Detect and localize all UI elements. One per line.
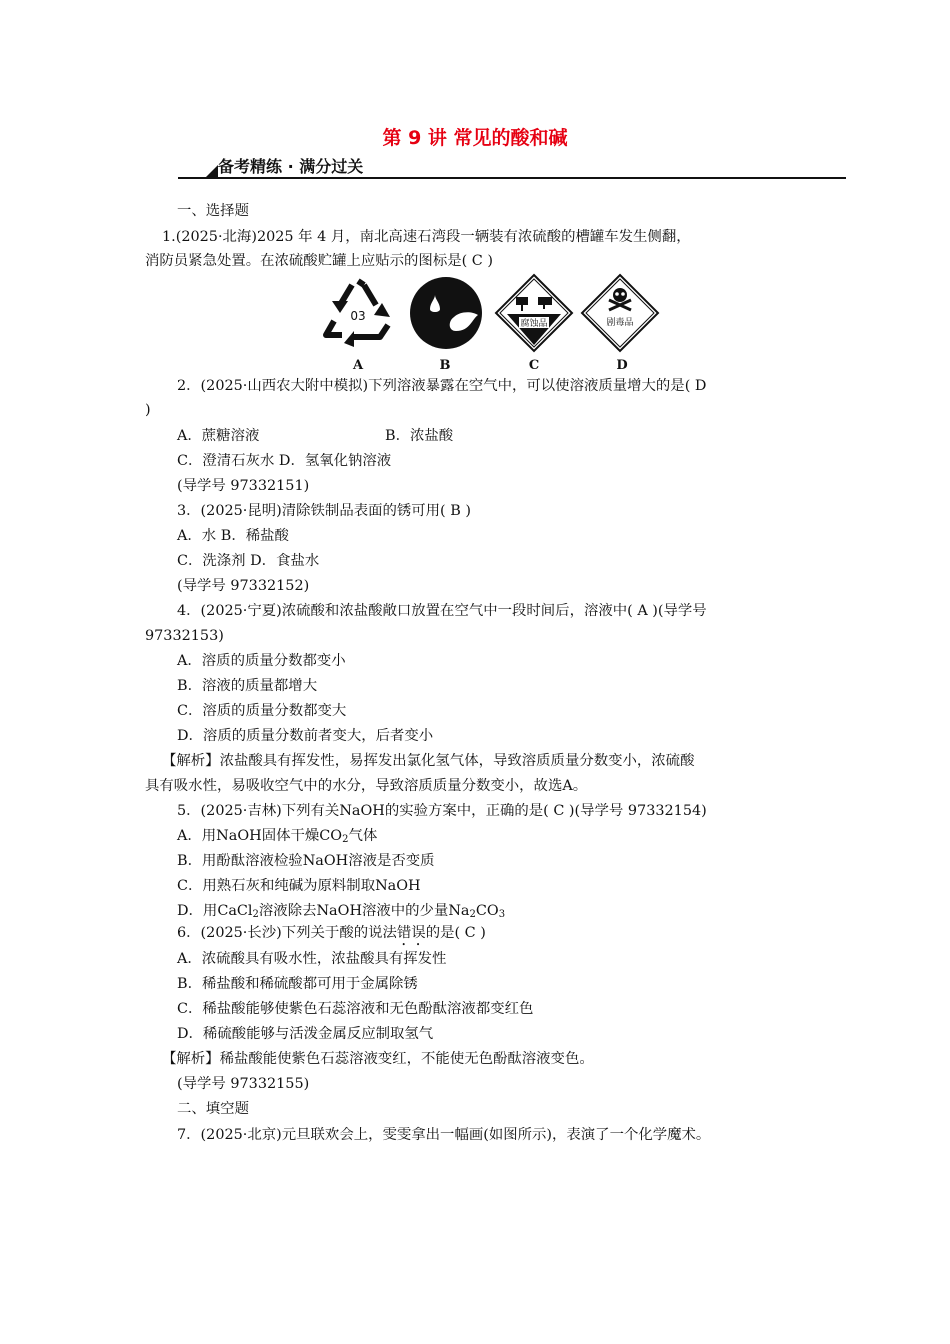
question-5-option-c: C．用熟石灰和纯碱为原料制取NaOH [177, 878, 421, 894]
option-label-b: B [439, 358, 451, 373]
corrosive-icon [494, 273, 574, 353]
option-label-a: A [352, 358, 364, 373]
question-6-option-c: C．稀盐酸能够使紫色石蕊溶液和无色酚酞溶液都变红色 [177, 1001, 534, 1017]
question-4-option-a: A．溶质的质量分数都变小 [177, 653, 346, 669]
water-drop-icon [408, 273, 488, 353]
question-3-option-cd: C．洗涤剂 D．食盐水 [177, 553, 320, 569]
option-label-d: D [616, 358, 628, 373]
question-6-option-a: A．浓硫酸具有吸水性，浓盐酸具有挥发性 [177, 951, 447, 967]
question-2-option-a: A．蔗糖溶液 [177, 428, 260, 444]
hazard-icons [318, 273, 658, 373]
question-2-option-cd: C．澄清石灰水 D．氢氧化钠溶液 [177, 453, 392, 469]
page-title: 第 9 讲 常见的酸和碱 [382, 127, 568, 149]
banner-triangle [206, 165, 218, 177]
question-5-option-d: D．用CaCl$_2$溶液除去NaOH溶液中的少量$Na_2CO_3$ [177, 903, 506, 920]
question-4-option-d: D．溶质的质量分数前者变大，后者变小 [177, 728, 434, 744]
question-2-stem-cont: ) [145, 402, 151, 418]
toxic-label: 剧毒品 [606, 318, 634, 328]
question-3-option-ab: A．水 B．稀盐酸 [177, 528, 289, 544]
question-4-option-c: C．溶质的质量分数都变大 [177, 703, 347, 719]
question-4-option-b: B．溶液的质量都增大 [177, 678, 318, 694]
question-2-stem: 2．(2025·山西农大附中模拟)下列溶液暴露在空气中，可以使溶液质量增大的是( D [177, 378, 707, 394]
question-2-ref: (导学号 97332151) [177, 478, 310, 494]
question-5-option-a: A．用NaOH固体干燥$CO_2$气体 [177, 828, 378, 845]
option-label-c: C [528, 358, 540, 373]
skull-crossbones-icon [580, 273, 660, 353]
question-5-option-b: B．用酚酞溶液检验NaOH溶液是否变质 [177, 853, 435, 869]
question-1-stem: 1.(2025·北海)2025 年 4 月，南北高速石湾段一辆装有浓硫酸的槽罐车发生侧翻， [162, 229, 691, 245]
question-2-option-b: B．浓盐酸 [385, 428, 454, 444]
question-5-stem: 5．(2025·吉林)下列有关NaOH的实验方案中，正确的是( C )(导学号 97332154) [177, 803, 707, 819]
question-1-stem-cont: 消防员紧急处置。在浓硫酸贮罐上应贴示的图标是( C ) [145, 253, 493, 269]
question-4-stem-cont: 97332153) [145, 628, 224, 644]
question-6-option-b: B．稀盐酸和稀硫酸都可用于金属除锈 [177, 976, 418, 992]
section-banner [178, 151, 846, 181]
question-6-ref: (导学号 97332155) [177, 1076, 310, 1092]
recycle-code: 03 [350, 309, 366, 323]
question-4-explanation: 【解析】浓盐酸具有挥发性，易挥发出氯化氢气体，导致溶质质量分数变小，浓硫酸 [162, 753, 695, 769]
question-6-stem: 6．(2025·长沙)下列关于酸的说法错误的是( C ) [177, 925, 486, 941]
section-heading: 一、选择题 [177, 203, 249, 219]
question-4-stem: 4．(2025·宁夏)浓硫酸和浓盐酸敞口放置在空气中一段时间后，溶液中( A )(导学号 [177, 603, 707, 619]
question-6-explanation: 【解析】稀盐酸能使紫色石蕊溶液变红，不能使无色酚酞溶液变色。 [162, 1051, 594, 1067]
question-4-explanation-cont: 具有吸水性，易吸收空气中的水分，导致溶质质量分数变小，故选A。 [145, 778, 588, 794]
question-3-stem: 3．(2025·昆明)清除铁制品表面的锈可用( B ) [177, 503, 472, 519]
question-3-ref: (导学号 97332152) [177, 578, 310, 594]
section-heading-2: 二、填空题 [177, 1101, 249, 1117]
recycle-icon [318, 273, 398, 353]
corrosive-label: 腐蚀品 [520, 319, 548, 329]
emphasis-text: 错误 [396, 925, 426, 941]
banner-text: 备考精练 · 满分过关 [218, 157, 364, 176]
banner-rule [178, 177, 846, 179]
question-6-option-d: D．稀硫酸能够与活泼金属反应制取氢气 [177, 1026, 434, 1042]
question-7-stem: 7．(2025·北京)元旦联欢会上，雯雯拿出一幅画(如图所示)，表演了一个化学魔术。 [177, 1127, 711, 1143]
